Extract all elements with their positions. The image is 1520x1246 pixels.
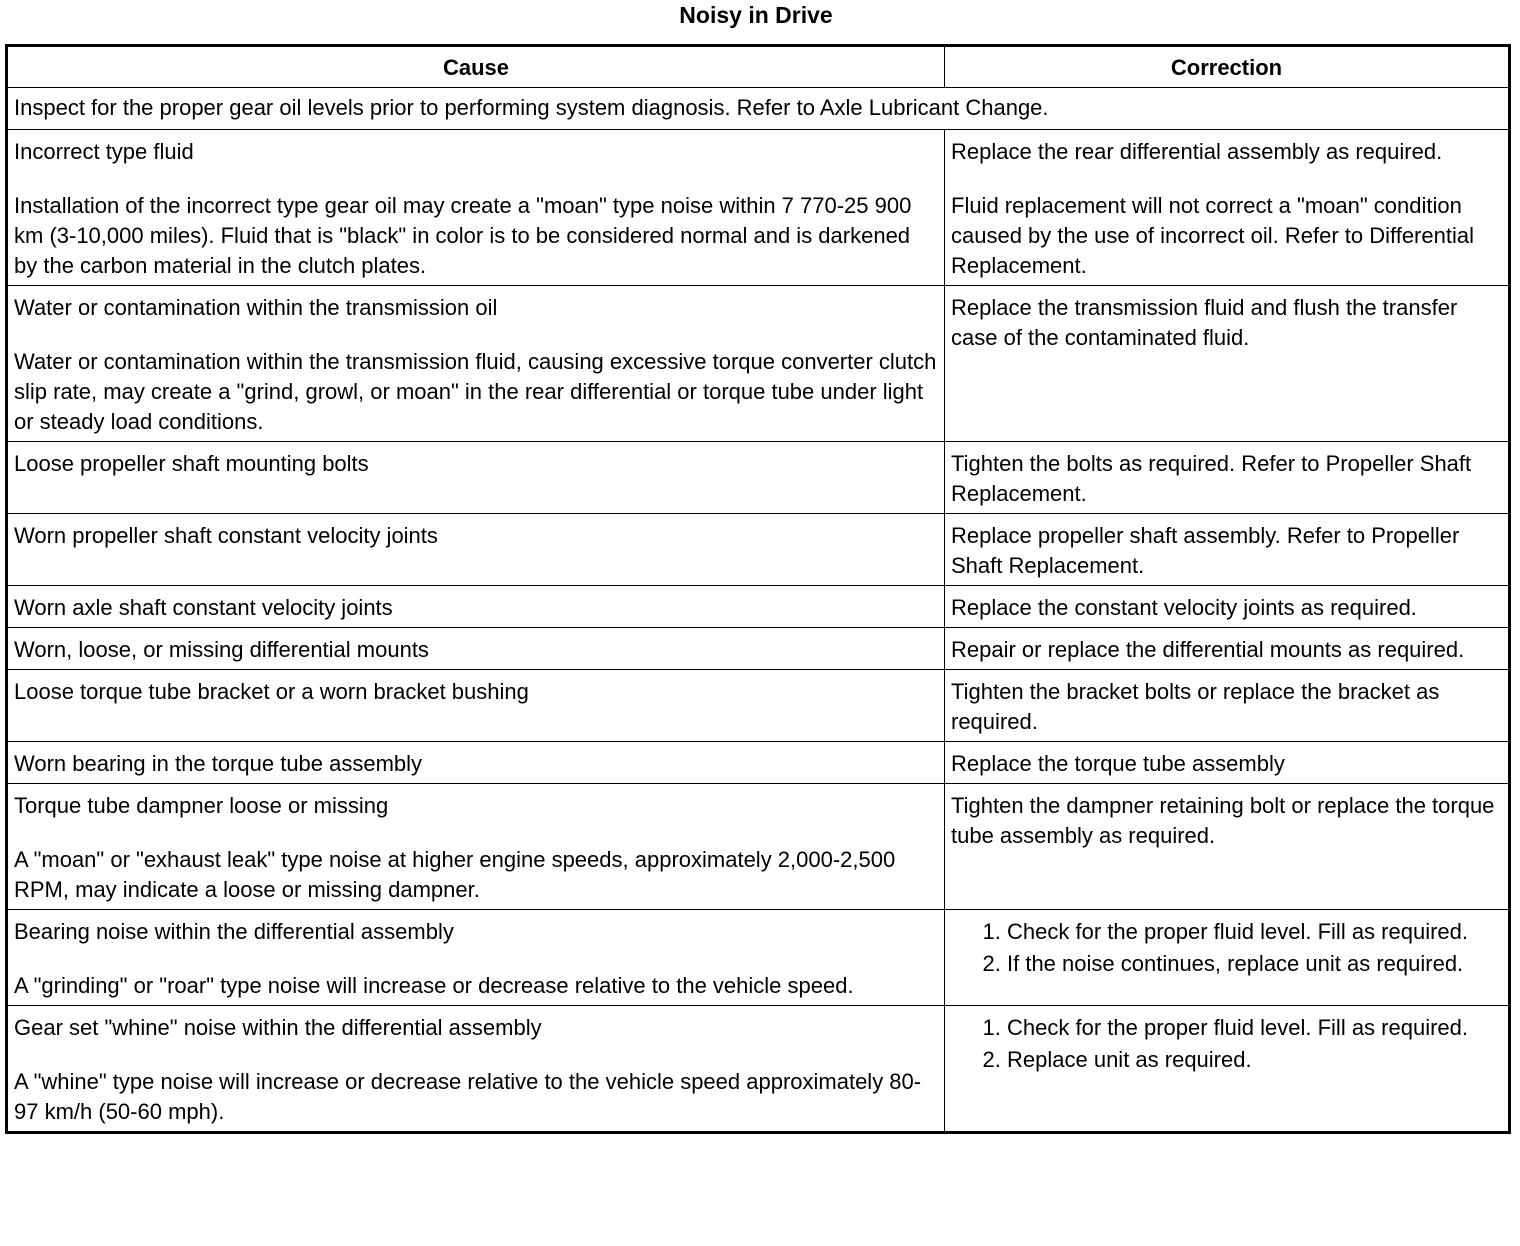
correction-step: 1. Check for the proper fluid level. Fill as required. — [1007, 917, 1502, 947]
correction-text: Tighten the bracket bolts or replace the bracket as required. — [951, 679, 1440, 734]
correction-step: 1. Check for the proper fluid level. Fill as required. — [1007, 1013, 1502, 1043]
cause-title: Worn axle shaft constant velocity joints — [14, 595, 393, 620]
cause-title: Torque tube dampner loose or missing — [14, 793, 389, 818]
correction-cell — [945, 442, 1510, 514]
correction-text: Repair or replace the differential mounts as required. — [951, 637, 1465, 662]
table-row — [7, 742, 1510, 784]
table-row — [7, 586, 1510, 628]
cause-title: Loose torque tube bracket or a worn bracket bushing — [14, 679, 529, 704]
diagnostic-table — [5, 44, 1511, 1134]
correction-text: Replace the rear differential assembly as required. — [951, 139, 1443, 164]
table-row — [7, 670, 1510, 742]
correction-text: Tighten the dampner retaining bolt or replace the torque tube assembly as required. — [951, 793, 1495, 848]
cause-cell — [7, 286, 945, 442]
correction-cell — [945, 130, 1510, 286]
cause-cell — [7, 514, 945, 586]
correction-cell — [945, 742, 1510, 784]
cause-title: Incorrect type fluid — [14, 139, 194, 164]
correction-cell — [945, 514, 1510, 586]
cause-detail: Water or contamination within the transmission fluid, causing excessive torque converter clutch slip rate, may create a "grind, growl, or moan" in the rear differential or torque tube under light or steady load conditions. — [14, 349, 937, 434]
note-row — [7, 88, 1510, 130]
correction-text: Fluid replacement will not correct a "moan" condition caused by the use of incorrect oil. Refer to Differential Replacement. — [951, 193, 1474, 278]
cause-title: Worn propeller shaft constant velocity joints — [14, 523, 438, 548]
cause-title: Bearing noise within the differential assembly — [14, 919, 454, 944]
table-row — [7, 1006, 1510, 1133]
table-row — [7, 442, 1510, 514]
cause-title: Worn bearing in the torque tube assembly — [14, 751, 423, 776]
cause-detail: A "moan" or "exhaust leak" type noise at higher engine speeds, approximately 2,000-2,500 RPM, may indicate a loose or missing dampner. — [14, 847, 896, 902]
cause-title: Worn, loose, or missing differential mounts — [14, 637, 429, 662]
table-row — [7, 910, 1510, 1006]
page-title: Noisy in Drive — [679, 2, 833, 28]
correction-text: Tighten the bolts as required. Refer to Propeller Shaft Replacement. — [951, 451, 1472, 506]
cause-cell — [7, 628, 945, 670]
cause-cell — [7, 130, 945, 286]
note-cell: Inspect for the proper gear oil levels prior to performing system diagnosis. Refer to Axle Lubricant Change. — [7, 88, 1510, 130]
header-row — [7, 46, 1510, 88]
correction-step: 2. Replace unit as required. — [1007, 1045, 1502, 1075]
cause-title: Gear set "whine" noise within the differential assembly — [14, 1015, 542, 1040]
correction-cell — [945, 1006, 1510, 1133]
cause-cell — [7, 910, 945, 1006]
correction-cell — [945, 910, 1510, 1006]
correction-steps — [951, 1013, 1502, 1075]
correction-cell — [945, 784, 1510, 910]
table-row — [7, 130, 1510, 286]
cause-header: Cause — [7, 46, 945, 88]
cause-cell — [7, 742, 945, 784]
table-row — [7, 514, 1510, 586]
cause-cell — [7, 586, 945, 628]
correction-cell — [945, 628, 1510, 670]
cause-detail: A "whine" type noise will increase or decrease relative to the vehicle speed approximately 80-97 km/h (50-60 mph). — [14, 1069, 922, 1124]
correction-header: Correction — [945, 46, 1510, 88]
correction-steps — [951, 917, 1502, 979]
cause-detail: A "grinding" or "roar" type noise will increase or decrease relative to the vehicle speed. — [14, 973, 854, 998]
table-row — [7, 286, 1510, 442]
correction-text: Replace the constant velocity joints as required. — [951, 595, 1417, 620]
table-row — [7, 784, 1510, 910]
cause-detail: Installation of the incorrect type gear oil may create a "moan" type noise within 7 770-25 900 km (3-10,000 miles). Fluid that is "black" in color is to be considered normal and is darkened by the carbon material in the clutch plates. — [14, 193, 912, 278]
correction-text: Replace propeller shaft assembly. Refer to Propeller Shaft Replacement. — [951, 523, 1460, 578]
cause-cell — [7, 1006, 945, 1133]
correction-step: 2. If the noise continues, replace unit as required. — [1007, 949, 1502, 979]
correction-text: Replace the transmission fluid and flush the transfer case of the contaminated fluid. — [951, 295, 1458, 350]
correction-cell — [945, 586, 1510, 628]
correction-text: Replace the torque tube assembly — [951, 751, 1285, 776]
cause-cell — [7, 784, 945, 910]
table-row — [7, 628, 1510, 670]
cause-title: Water or contamination within the transmission oil — [14, 295, 498, 320]
cause-title: Loose propeller shaft mounting bolts — [14, 451, 369, 476]
correction-cell — [945, 670, 1510, 742]
cause-cell — [7, 442, 945, 514]
cause-cell — [7, 670, 945, 742]
correction-cell — [945, 286, 1510, 442]
